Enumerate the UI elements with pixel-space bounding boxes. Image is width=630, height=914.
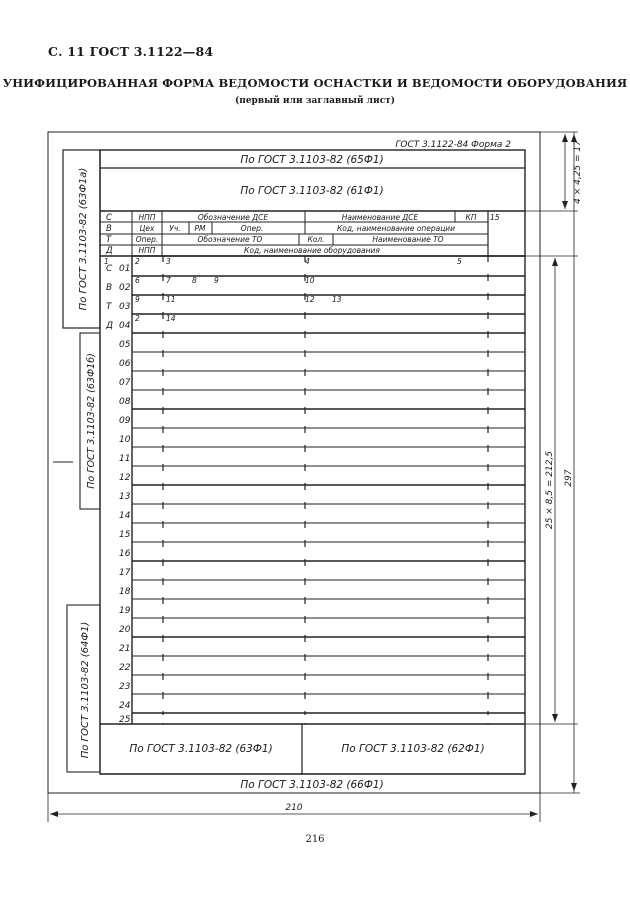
fieldno: 10 bbox=[305, 276, 315, 285]
fieldno: 9 bbox=[214, 276, 219, 285]
fieldno: 14 bbox=[166, 314, 176, 323]
hdr-t-oboz: Обозначение ТО bbox=[197, 235, 263, 244]
fieldno: 8 bbox=[192, 276, 197, 285]
row-letter-v: В bbox=[106, 224, 112, 234]
block-63f1b: По ГОСТ 3.1103-82 (63Ф1б) bbox=[86, 353, 97, 489]
fieldno: 6 bbox=[135, 276, 140, 285]
row-letter: С bbox=[106, 264, 113, 274]
block-61f1: По ГОСТ 3.1103-82 (61Ф1) bbox=[240, 185, 384, 197]
block-62f1: По ГОСТ 3.1103-82 (62Ф1) bbox=[341, 743, 485, 755]
form-title: УНИФИЦИРОВАННАЯ ФОРМА ВЕДОМОСТИ ОСНАСТКИ И ВЕДОМОСТИ ОБОРУДОВАНИЯ bbox=[2, 76, 628, 90]
row-number: 15 bbox=[119, 530, 131, 540]
fieldno: 2 bbox=[135, 314, 140, 323]
row-number: 12 bbox=[119, 473, 131, 483]
row-letter-t: Т bbox=[106, 235, 112, 245]
fieldno: 3 bbox=[166, 257, 171, 266]
row-letter: В bbox=[106, 283, 113, 293]
fieldno: 2 bbox=[135, 257, 140, 266]
block-65f1: По ГОСТ 3.1103-82 (65Ф1) bbox=[240, 154, 384, 166]
fieldno: 1 bbox=[104, 257, 109, 266]
hdr-t-kol: Кол. bbox=[307, 235, 325, 244]
row-number: 09 bbox=[119, 416, 131, 426]
block-63f1: По ГОСТ 3.1103-82 (63Ф1) bbox=[129, 743, 273, 755]
dim-header-height: 4 × 4,25 = 17 bbox=[573, 140, 583, 204]
hdr-s-kp: КП bbox=[465, 213, 477, 222]
hdr-t-oper: Опер. bbox=[135, 235, 159, 244]
hdr-s-naim: Наименование ДСЕ bbox=[341, 213, 419, 222]
hdr-t-naim: Наименование ТО bbox=[372, 235, 444, 244]
hdr-v-kod: Код, наименование операции bbox=[336, 224, 456, 233]
hdr-v-oper: Опер. bbox=[240, 224, 264, 233]
column-ticks bbox=[163, 256, 488, 724]
row-number: 19 bbox=[119, 606, 131, 616]
row-number: 05 bbox=[119, 340, 131, 350]
hdr-s-oboz: Обозначение ДСЕ bbox=[197, 213, 269, 222]
row-number: 18 bbox=[119, 587, 131, 597]
row-number: 02 bbox=[119, 283, 131, 293]
fieldno: 11 bbox=[166, 295, 176, 304]
row-number: 01 bbox=[119, 264, 131, 274]
row-number: 13 bbox=[119, 492, 131, 502]
row-number: 03 bbox=[119, 302, 131, 312]
dim-rows-height: 25 × 8,5 = 212,5 bbox=[545, 450, 555, 530]
row-number: 06 bbox=[119, 359, 131, 369]
row-number: 10 bbox=[119, 435, 131, 445]
page-header-ref: С. 11 ГОСТ 3.1122—84 bbox=[48, 44, 214, 59]
block-63f1a: По ГОСТ 3.1103-82 (63Ф1а) bbox=[78, 167, 89, 311]
hdr-v-ceh: Цех bbox=[139, 224, 155, 233]
row-number: 24 bbox=[119, 701, 131, 711]
row-number: 14 bbox=[119, 511, 131, 521]
row-number: 08 bbox=[119, 397, 131, 407]
row-number: 11 bbox=[119, 454, 131, 464]
row-letter: Т bbox=[106, 302, 112, 312]
fieldno: 5 bbox=[457, 257, 462, 266]
row-letter: Д bbox=[106, 321, 114, 331]
row-number: 04 bbox=[119, 321, 131, 331]
form-subtitle: (первый или заглавный лист) bbox=[234, 96, 396, 106]
fieldno: 7 bbox=[166, 276, 171, 285]
fieldno: 9 bbox=[135, 295, 140, 304]
form-label: ГОСТ 3.1122-84 Форма 2 bbox=[395, 140, 511, 150]
hdr-d-npp: НПП bbox=[138, 246, 156, 255]
hdr-s-npp: НПП bbox=[138, 213, 156, 222]
hdr-v-rm: РМ bbox=[194, 224, 206, 233]
row-letter-d: Д bbox=[106, 246, 113, 256]
row-number: 17 bbox=[119, 568, 131, 578]
row-number: 07 bbox=[119, 378, 131, 388]
row-number: 25 bbox=[119, 715, 131, 725]
fieldno: 12 bbox=[305, 295, 315, 304]
row-number: 20 bbox=[119, 625, 131, 635]
hdr-d-kod: Код, наименование оборудования bbox=[244, 246, 380, 255]
row-number: 22 bbox=[119, 663, 131, 673]
hdr-s-15: 15 bbox=[490, 213, 500, 222]
fieldno: 4 bbox=[305, 257, 310, 266]
row-number: 16 bbox=[119, 549, 131, 559]
dim-total-width: 210 bbox=[285, 803, 303, 813]
row-number: 23 bbox=[119, 682, 131, 692]
block-64f1: По ГОСТ 3.1103-82 (64Ф1) bbox=[80, 621, 91, 759]
dim-total-height: 297 bbox=[564, 469, 574, 487]
page-number: 216 bbox=[305, 834, 325, 845]
row-number: 21 bbox=[119, 644, 131, 654]
block-66f1: По ГОСТ 3.1103-82 (66Ф1) bbox=[240, 779, 384, 791]
row-letter-s: С bbox=[106, 213, 112, 223]
fieldno: 13 bbox=[332, 295, 342, 304]
hdr-v-uch: Уч. bbox=[169, 224, 181, 233]
